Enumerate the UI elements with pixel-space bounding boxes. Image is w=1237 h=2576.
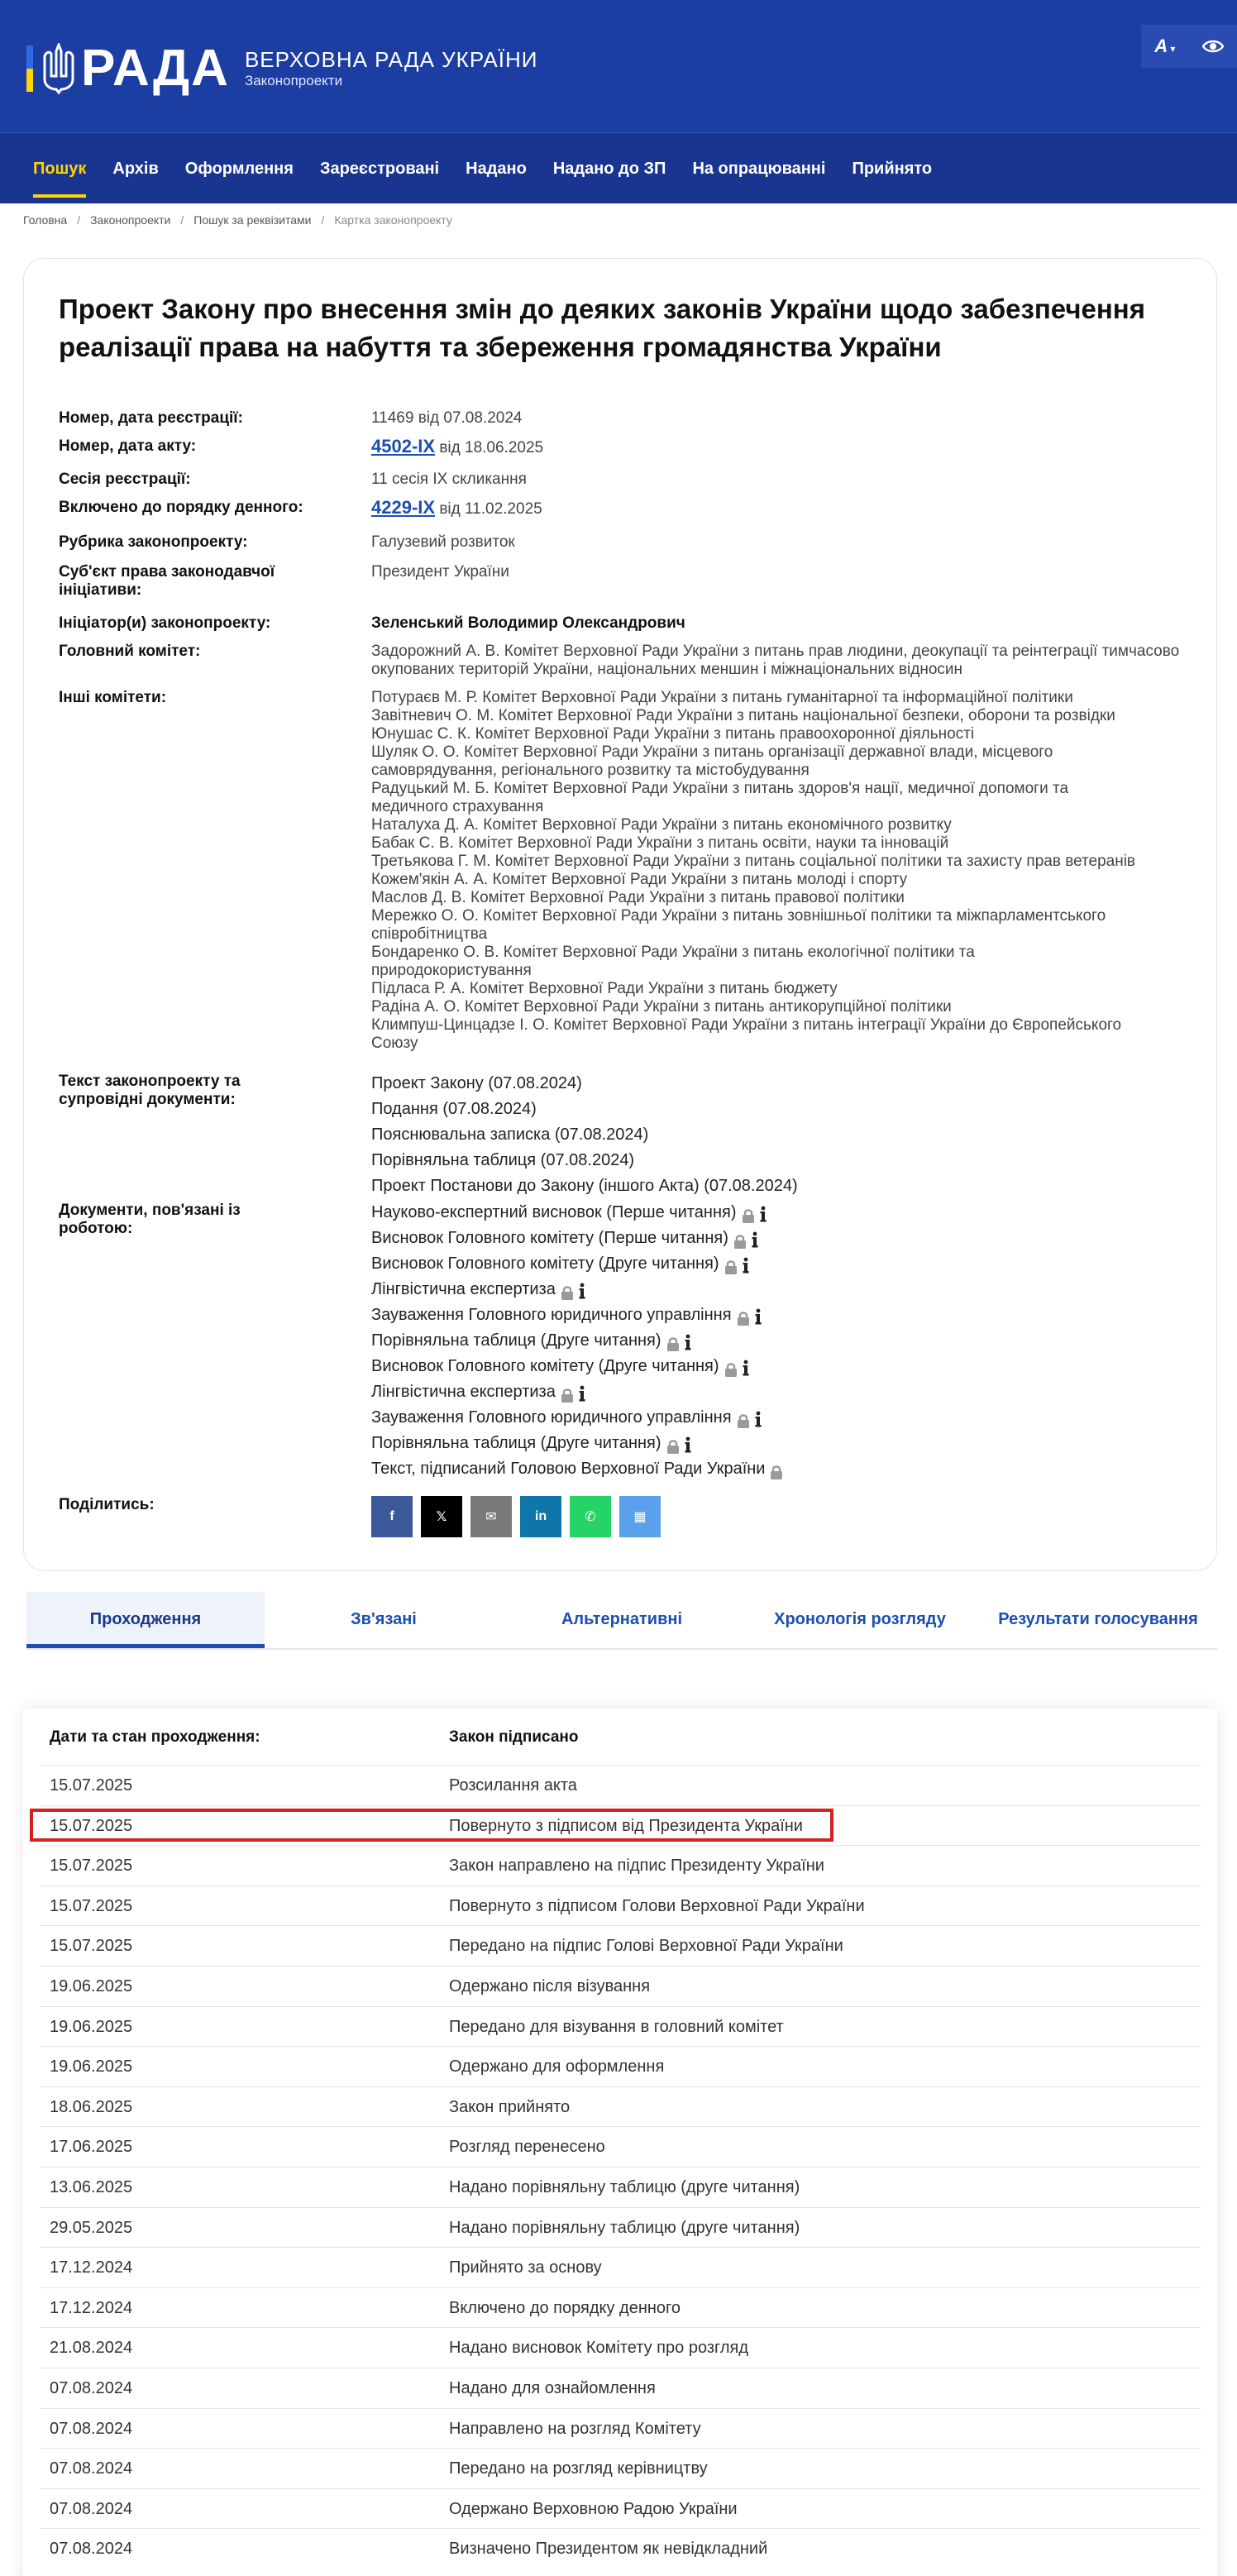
share-facebook-icon[interactable]: f [371, 1496, 413, 1537]
table-row [40, 2488, 1201, 2529]
committee-line: Мережко О. О. Комітет Верховної Ради України з питань зовнішньої політики та міжпарламентського [371, 907, 1106, 925]
texts-label: Текст законопроекту та супровідні документи: [59, 1073, 241, 1108]
related-doc-item [371, 1405, 1198, 1431]
committee-line: самоврядування, регіонального розвитку та містобудування [371, 762, 810, 779]
nav-item[interactable]: Зареєстровані [319, 160, 440, 178]
breadcrumb-item: Картка законопроекту [334, 213, 452, 227]
row-date: 13.06.2025 [50, 2178, 133, 2196]
table-row [40, 2207, 1201, 2248]
share-whatsapp-icon[interactable]: ✆ [570, 1496, 611, 1537]
row-status: Передано на розгляд керівництву [449, 2459, 708, 2478]
related-doc-title[interactable]: Порівняльна таблиця (Друге читання) [371, 1331, 661, 1350]
logo-text [245, 47, 538, 90]
caret-down-icon: ▾ [1168, 43, 1176, 55]
tab[interactable]: Результати голосування [998, 1610, 1198, 1628]
other-committees-label: Інші комітети: [59, 689, 167, 706]
table-row [40, 2006, 1201, 2047]
info-icon[interactable] [579, 1282, 585, 1298]
rubric-label: Рубрика законопроекту: [59, 533, 248, 551]
document-link[interactable]: Пояснювальна записка (07.08.2024) [371, 1126, 649, 1144]
logo-subtitle: Законопроекти [244, 73, 343, 88]
committee-line: Кожем'якін А. А. Комітет Верховної Ради України з питань молоді і спорту [371, 871, 908, 888]
related-docs-label: Документи, пов'язані із роботою: [59, 1202, 241, 1237]
related-doc-title[interactable]: Висновок Головного комітету (Друге читання) [371, 1255, 719, 1273]
table-row [40, 1845, 1201, 1885]
row-date: 19.06.2025 [50, 1977, 133, 1995]
committee-line: Потураєв М. Р. Комітет Верховної Ради України з питань гуманітарної та інформаційної політики [371, 689, 1073, 706]
row-status: Закон направлено на підпис Президенту України [449, 1857, 824, 1876]
share-linkedin-icon[interactable]: in [520, 1496, 561, 1537]
info-icon[interactable] [755, 1410, 762, 1427]
row-status: Одержано Верховною Радою України [449, 2499, 738, 2518]
share-label: Поділитись: [59, 1496, 155, 1513]
info-icon[interactable] [685, 1436, 691, 1452]
row-status: Розсилання акта [449, 1776, 577, 1795]
lock-icon [666, 1334, 680, 1349]
logo-title: ВЕРХОВНА РАДА УКРАЇНИ [244, 47, 538, 72]
table-row [40, 2448, 1201, 2488]
table-row [40, 2528, 1201, 2569]
nav-item[interactable]: Оформлення [184, 160, 294, 178]
breadcrumb-separator: / [180, 213, 184, 227]
row-date: 19.06.2025 [50, 2017, 133, 2036]
committee-line: Бондаренко О. В. Комітет Верховної Ради України з питань екологічної політики та [371, 944, 975, 961]
font-size-toggle[interactable]: A ▾ [1154, 36, 1176, 56]
row-status: Надано для ознайомлення [449, 2379, 656, 2397]
bill-title: Проект Закону про внесення змін до деяких законів України щодо забезпечення реалізації права на набуття та збереження громадянства України [59, 294, 1145, 362]
share-buttons [371, 1496, 661, 1537]
row-status: Повернуто з підписом Голови Верховної Ради України [449, 1896, 865, 1915]
nav-item[interactable]: Пошук [20, 133, 99, 204]
committee-line: Бабак С. В. Комітет Верховної Ради України з питань освіти, науки та інновацій [371, 834, 949, 852]
table-row [40, 2408, 1201, 2449]
main-committee-value: Задорожний А. В. Комітет Верховної Ради України з питань прав людини, деокупації та реінтеграції тимчасово окупованих територій України, національних меншин і міжнаціональних відносин [371, 643, 1180, 678]
related-doc-item [371, 1226, 1198, 1251]
committee-line: Радуцький М. Б. Комітет Верховної Ради України з питань здоров'я нації, медичної допомоги та [371, 780, 1069, 797]
table-row [40, 2368, 1201, 2408]
related-doc-item [371, 1200, 1198, 1226]
committee-line: Третьякова Г. М. Комітет Верховної Ради України з питань соціальної політики та захисту прав ветеранів [371, 853, 1136, 870]
related-doc-item [371, 1456, 1198, 1482]
act-label: Номер, дата акту: [59, 437, 197, 455]
lock-icon [737, 1411, 750, 1426]
session-label: Сесія реєстрації: [59, 471, 191, 488]
trident-icon [41, 43, 76, 94]
related-doc-item [371, 1431, 1198, 1456]
reg-value: 11469 від 07.08.2024 [371, 409, 523, 427]
row-status: Надано порівняльну таблицю (друге читання) [449, 2218, 800, 2237]
row-status: Одержано після візування [449, 1977, 651, 1995]
share-x-icon[interactable]: 𝕏 [421, 1496, 462, 1537]
table-row [40, 2126, 1201, 2167]
related-doc-title[interactable]: Науково-експертний висновок (Перше читання) [371, 1203, 737, 1221]
info-icon[interactable] [752, 1231, 758, 1247]
row-date: 15.07.2025 [50, 1816, 133, 1835]
committee-line: Союзу [371, 1035, 418, 1052]
site-logo[interactable] [26, 40, 538, 97]
lock-icon [561, 1385, 574, 1400]
row-status: Розгляд перенесено [449, 2138, 605, 2157]
row-date: 07.08.2024 [50, 2499, 133, 2518]
row-status: Надано висновок Комітету про розгляд [449, 2339, 749, 2358]
breadcrumb-separator: / [321, 213, 325, 227]
eye-icon[interactable] [1202, 39, 1224, 54]
row-date: 07.08.2024 [50, 2379, 133, 2397]
table-row [40, 1765, 1201, 1805]
info-icon[interactable] [760, 1205, 767, 1221]
nav-item[interactable]: Надано до ЗП [552, 160, 666, 178]
related-doc-title[interactable]: Порівняльна таблиця (Друге читання) [371, 1434, 661, 1452]
row-date: 17.12.2024 [50, 2258, 133, 2277]
texts-list [371, 1071, 1198, 1199]
act-number-link[interactable]: 4502-IX [371, 436, 436, 456]
row-date: 15.07.2025 [50, 1896, 133, 1915]
main-committee-label: Головний комітет: [59, 643, 201, 660]
breadcrumb-separator: / [77, 213, 81, 227]
breadcrumb-item[interactable]: Пошук за реквізитами [193, 213, 312, 227]
related-doc-title[interactable]: Лінгвістична експертиза [371, 1280, 556, 1298]
committee-line: медичного страхування [371, 798, 544, 815]
committee-line: Наталуха Д. А. Комітет Верховної Ради України з питань економічного розвитку [371, 816, 952, 834]
highlight-box [30, 1809, 833, 1842]
breadcrumb-item[interactable]: Законопроекти [90, 213, 171, 227]
related-doc-title[interactable]: Висновок Головного комітету (Перше читання) [371, 1229, 728, 1247]
rubric-value: Галузевий розвиток [371, 533, 515, 551]
nav-item[interactable]: Надано [466, 160, 527, 178]
committee-line: Завітневич О. М. Комітет Верховної Ради України з питань національної безпеки, оборони та розвідки [371, 707, 1115, 724]
related-doc-title[interactable]: Лінгвістична експертиза [371, 1383, 556, 1401]
related-doc-title[interactable]: Зауваження Головного юридичного управління [371, 1408, 732, 1427]
row-date: 18.06.2025 [50, 2097, 133, 2116]
row-date: 29.05.2025 [50, 2218, 133, 2237]
lock-icon [724, 1360, 738, 1374]
row-status: Закон прийнято [449, 2097, 571, 2116]
row-status: Включено до порядку денного [449, 2298, 681, 2317]
row-date: 17.12.2024 [50, 2298, 133, 2317]
info-icon[interactable] [743, 1359, 749, 1375]
row-date: 19.06.2025 [50, 2057, 133, 2077]
bill-tabs [26, 1592, 1217, 1650]
table-row [40, 1966, 1201, 2006]
committee-line: Підласа Р. А. Комітет Верховної Ради України з питань бюджету [371, 980, 838, 997]
document-link[interactable]: Подання (07.08.2024) [371, 1100, 537, 1118]
bill-card [23, 258, 1217, 1571]
nav-item[interactable]: Архів [112, 160, 159, 178]
breadcrumb [23, 213, 452, 227]
main-nav [0, 132, 1237, 203]
initiator-value: Зеленський Володимир Олександрович [371, 614, 685, 632]
row-status: Надано порівняльну таблицю (друге читання) [449, 2178, 800, 2196]
act-date: від 18.06.2025 [435, 439, 544, 456]
lock-icon [770, 1462, 783, 1477]
passage-header-dates: Дати та стан проходження: [50, 1728, 260, 1746]
info-icon[interactable] [743, 1256, 749, 1273]
row-date: 21.08.2024 [50, 2339, 133, 2358]
committee-line: Шуляк О. О. Комітет Верховної Ради України з питань організації державної влади, місцевого [371, 743, 1053, 761]
committee-line: Маслов Д. В. Комітет Верховної Ради України з питань правової політики [371, 889, 905, 906]
related-doc-item [371, 1379, 1198, 1405]
other-committees-list [371, 689, 1198, 1053]
row-date: 15.07.2025 [50, 1937, 133, 1956]
committee-line: природокористування [371, 962, 532, 979]
share-email-icon[interactable]: ✉ [470, 1496, 512, 1537]
row-status: Передано для візування в головний комітет [449, 2017, 784, 2036]
row-date: 07.08.2024 [50, 2540, 133, 2559]
reg-label: Номер, дата реєстрації: [59, 409, 243, 427]
lock-icon [733, 1231, 747, 1246]
breadcrumb-item[interactable]: Головна [23, 213, 68, 227]
related-doc-item [371, 1354, 1198, 1379]
accessibility-tools [1141, 25, 1237, 68]
lock-icon [561, 1283, 574, 1298]
row-status: Передано на підпис Голові Верховної Ради України [449, 1937, 843, 1956]
share-qr-icon[interactable]: ▦ [619, 1496, 661, 1537]
row-status: Направлено на розгляд Комітету [449, 2419, 701, 2438]
session-value: 11 сесія IX скликання [371, 471, 527, 488]
table-row [40, 1925, 1201, 1966]
row-status: Визначено Президентом як невідкладний [449, 2540, 768, 2559]
agenda-label: Включено до порядку денного: [59, 499, 303, 516]
row-date: 07.08.2024 [50, 2419, 133, 2438]
tab[interactable]: Зв'язані [351, 1610, 417, 1628]
committee-line: Климпуш-Цинцадзе І. О. Комітет Верховної Ради України з питань інтеграції України до Європейського [371, 1016, 1122, 1034]
row-status: Одержано для оформлення [449, 2057, 665, 2077]
related-doc-title[interactable]: Зауваження Головного юридичного управління [371, 1306, 732, 1324]
row-status: Повернуто з підписом від Президента України [449, 1816, 803, 1835]
row-date: 15.07.2025 [50, 1857, 133, 1876]
related-doc-item [371, 1277, 1198, 1302]
passage-header-status: Закон підписано [449, 1728, 579, 1746]
lock-icon [737, 1308, 750, 1323]
document-link[interactable]: Порівняльна таблиця (07.08.2024) [371, 1151, 635, 1169]
info-icon[interactable] [685, 1333, 691, 1350]
table-row [40, 2046, 1201, 2086]
agenda-number-link[interactable]: 4229-IX [371, 497, 436, 518]
document-link[interactable]: Проект Постанови до Закону (іншого Акта) (07.08.2024) [371, 1177, 798, 1195]
ukraine-flag-icon [26, 45, 33, 92]
nav-item[interactable]: Прийнято [852, 160, 933, 178]
lock-icon [666, 1436, 680, 1451]
agenda-date: від 11.02.2025 [435, 500, 542, 518]
related-doc-title[interactable]: Висновок Головного комітету (Друге читання) [371, 1357, 719, 1375]
table-row [40, 2327, 1201, 2368]
table-row [40, 2167, 1201, 2207]
related-doc-item [371, 1328, 1198, 1354]
tab[interactable]: Проходження [26, 1592, 265, 1648]
info-icon[interactable] [579, 1384, 585, 1401]
act-value [371, 437, 1198, 457]
tab[interactable]: Хронологія розгляду [774, 1610, 946, 1628]
table-row [40, 2086, 1201, 2127]
document-link[interactable]: Проект Закону (07.08.2024) [371, 1074, 582, 1092]
table-row [40, 2247, 1201, 2287]
subject-value: Президент України [371, 563, 509, 581]
committee-line: Юнушас С. К. Комітет Верховної Ради України з питань правоохоронної діяльності [371, 725, 975, 743]
lock-icon [724, 1257, 738, 1272]
row-date: 15.07.2025 [50, 1776, 133, 1795]
committee-line: Радіна А. О. Комітет Верховної Ради України з питань антикорупційної політики [371, 998, 952, 1016]
initiator-label: Ініціатор(и) законопроекту: [59, 614, 271, 632]
site-header [0, 0, 1237, 132]
nav-item[interactable]: На опрацюванні [692, 160, 826, 178]
related-doc-item [371, 1251, 1198, 1277]
logo-word: РАДА [81, 40, 230, 97]
related-docs-list [371, 1200, 1198, 1482]
row-date: 07.08.2024 [50, 2459, 133, 2478]
lock-icon [742, 1206, 755, 1221]
related-doc-title[interactable]: Текст, підписаний Головою Верховної Ради України [371, 1460, 766, 1478]
table-row [40, 1885, 1201, 1926]
agenda-value [371, 499, 1198, 519]
committee-line: співробітництва [371, 925, 488, 943]
related-doc-item [371, 1302, 1198, 1328]
row-date: 17.06.2025 [50, 2138, 133, 2157]
row-status: Прийнято за основу [449, 2258, 602, 2277]
subject-label: Суб'єкт права законодавчої ініціативи: [59, 563, 275, 599]
info-icon[interactable] [755, 1307, 762, 1324]
tab[interactable]: Альтернативні [561, 1610, 683, 1628]
table-row [40, 2287, 1201, 2328]
